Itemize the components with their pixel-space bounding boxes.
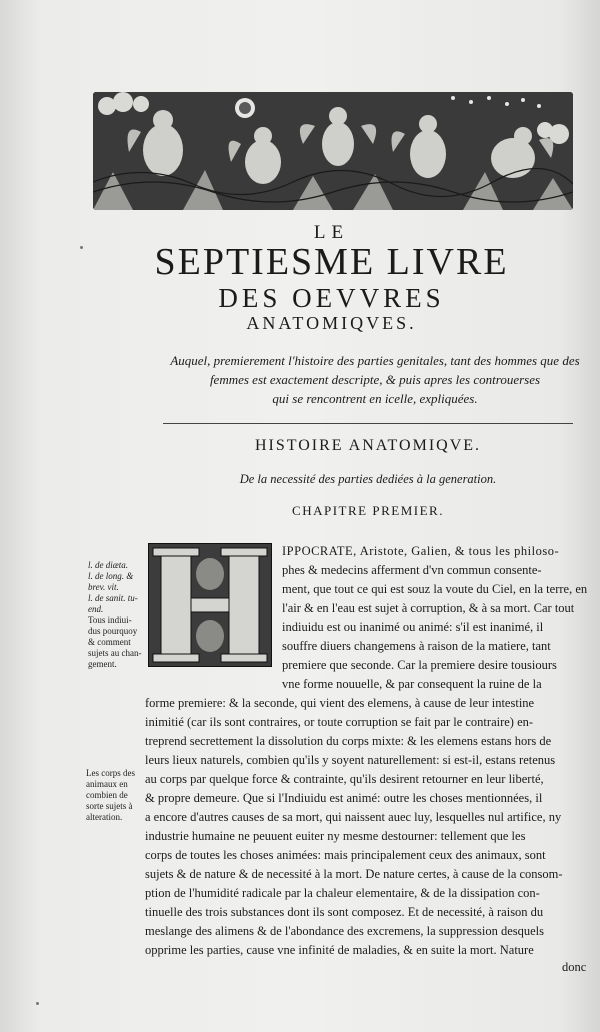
summary-line: qui se rencontrent en icelle, expliquées. <box>272 391 478 406</box>
body-line: l'air & en l'eau est sujet à corruption, & à sa mort. Car tout <box>282 601 575 615</box>
horizontal-rule <box>163 423 573 424</box>
margin-note-line: animaux en <box>86 779 128 789</box>
margin-note-line: gement. <box>88 659 117 669</box>
body-line: ption de l'humidité radicale par la chaleur elementaire, & de la dissipation con- <box>145 886 540 900</box>
body-line: a encore d'autres causes de sa mort, qui naissent auec luy, lesquelles nul artifice, ny <box>145 810 562 824</box>
body-line: opprime les parties, cause vne infinité de maladies, & en suite la mort. Nature <box>145 943 534 957</box>
margin-note-line: l. de sanit. tu- <box>88 593 138 603</box>
body-line: meslange des alimens & de l'abondance des excremens, la suppression desquels <box>145 924 545 938</box>
margin-note-line: sujets au chan- <box>88 648 142 658</box>
headpiece-illustration <box>93 92 573 210</box>
book-title: SEPTIESME LIVRE <box>154 241 509 283</box>
body-line: premiere que seconde. Car la premiere desire tousiours <box>282 658 557 672</box>
margin-note-line: combien de <box>86 790 128 800</box>
margin-note-line: end. <box>88 604 104 614</box>
margin-note-line: Tous indiui- <box>88 615 132 625</box>
decorated-initial-H <box>148 543 272 667</box>
faint-running-head <box>335 62 415 76</box>
margin-note-line: dus pourquoy <box>88 626 138 636</box>
body-line: inimitié (car ils sont contraires, or toute corruption se fait par le contraire) en- <box>145 715 534 729</box>
book-summary <box>165 351 585 408</box>
body-line: forme premiere: & la seconde, qui vient des elemens, à cause de leur intestine <box>145 696 535 710</box>
margin-note-line: brev. vit. <box>88 582 119 592</box>
body-line: phes & medecins afferment d'vn commun consente- <box>282 563 542 577</box>
paper-speck <box>80 246 83 249</box>
paper-speck <box>36 1002 39 1005</box>
summary-line: femmes est exactement descripte, & puis apres les controuerses <box>209 372 541 387</box>
book-subtitle-anatomiques: ANATOMIQVES. <box>246 313 417 333</box>
margin-note-line: sorte sujets à <box>86 801 133 811</box>
body-line: industrie humaine ne peuuent euiter ny mesme destourner: tellement que les <box>145 829 526 843</box>
margin-note-line: l. de diæta. <box>88 560 128 570</box>
body-line: treprend secrettement la dissolution du corps mixte: & les elemens estans hors de <box>145 734 552 748</box>
body-line: ment, que tout ce qui est souz la voute du Ciel, en la terre, en <box>282 582 588 596</box>
body-line: & propre demeure. Que si l'Indiuidu est animé: outre les choses mentionnées, il <box>145 791 543 805</box>
body-line: IPPOCRATE, Aristote, Galien, & tous les philoso- <box>282 544 560 558</box>
ornamental-headpiece-woodcut <box>93 92 573 210</box>
body-line: au corps par quelque force & contrainte, qu'ils desirent retourner en leur liberté, <box>145 772 544 786</box>
section-heading: HISTOIRE ANATOMIQVE. <box>254 437 482 454</box>
chapter-heading: CHAPITRE PREMIER. <box>292 503 444 518</box>
body-line: vne forme nouuelle, & par consequent la ruine de la <box>282 677 542 691</box>
body-line: leurs lieux naturels, combien qu'ils y soyent naturellement: si est-il, estans retenus <box>145 753 556 767</box>
margin-note-alteration <box>86 768 135 823</box>
body-line: corps de toutes les choses animées: mais principalement ceux des animaux, sont <box>145 848 546 862</box>
book-subtitle: DES OEVVRES <box>218 283 445 313</box>
body-line: sujets & de nature & de necessité à la mort. De nature certes, à cause de la consom- <box>145 867 563 881</box>
drop-cap-h-icon <box>149 544 271 666</box>
margin-note-line: & comment <box>88 637 131 647</box>
body-line: indiuidu est ou inanimé ou animé: s'il est inanimé, il <box>282 620 544 634</box>
catchword: donc <box>562 960 587 974</box>
margin-note-line: alteration. <box>86 812 123 822</box>
margin-note-sources <box>88 560 141 670</box>
body-line: tinuelle des trois substances dont ils sont composez. Et de necessité, à raison du <box>145 905 544 919</box>
summary-line: Auquel, premierement l'histoire des parties genitales, tant des hommes que des <box>170 353 580 368</box>
sun-ornament-icon <box>235 98 255 118</box>
section-subheading: De la necessité des parties dediées à la generation. <box>239 472 497 486</box>
body-line: souffre diuers changemens à raison de la matiere, tant <box>282 639 551 653</box>
margin-note-line: Les corps des <box>86 768 135 778</box>
title-article: LE <box>313 222 350 243</box>
margin-note-line: l. de long. & <box>88 571 134 581</box>
